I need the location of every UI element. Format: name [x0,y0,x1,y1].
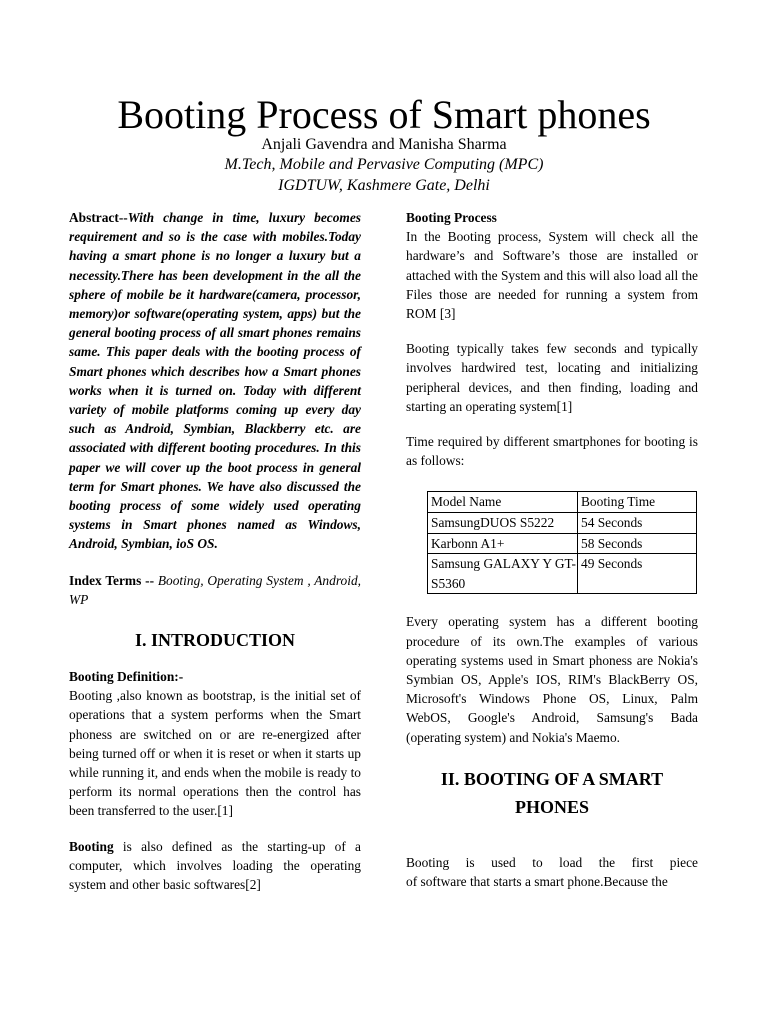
table-header-model: Model Name [428,492,578,513]
table-cell-time: 54 Seconds [578,513,697,534]
abstract-lead: Abstract-- [69,210,128,225]
table-cell-time: 58 Seconds [578,533,697,554]
table-row [428,513,697,534]
booting-time-intro: Time required by different smartphones for booting is as follows: [406,434,698,469]
section-heading-line-2: PHONES [514,796,589,817]
table-cell-model: SamsungDUOS S5222 [428,513,578,534]
booting-time-table [427,491,697,594]
booting-process-paragraph-1: In the Booting process, System will check all the hardware’s and Software’s those are installed or attached with the System and this will also load all the Files those are needed for running a system from ROM [3] [406,229,698,322]
table-header-time: Booting Time [578,492,697,513]
paper-affiliation-location: IGDTUW, Kashmere Gate, Delhi [278,177,490,194]
table-row [428,554,697,594]
booting-section-line-2: of software that starts a smart phone.Because the [406,874,668,890]
booting-process-paragraph-2: Booting typically takes few seconds and typically involves hardwired test, locating and initializing peripheral devices, and then finding, loading and starting an operating system[1] [406,341,698,414]
index-terms-lead: Index Terms -- [69,572,158,588]
booting-section-line-1: Booting is used to load the first piece [406,854,698,870]
section-heading-booting-of-smart-phones [406,765,698,821]
index-terms-text: Booting, Operating System , Android, WP [69,572,361,607]
booting-process-heading: Booting Process [406,210,497,225]
operating-systems-paragraph: Every operating system has a different booting procedure of its own.The examples of various operating systems used in Smart phoness are Nokia's Symbian OS, Apple's IOS, RIM's BlackBerry OS, Microsoft's Windows Phone OS, Linux, Palm WebOS, Google's Android, Samsung's Bada (operating system) and Nokia's Maemo. [406,614,698,745]
paper-affiliation: M.Tech, Mobile and Pervasive Computing (MPC) [224,156,544,173]
index-terms [69,571,361,609]
table-row [428,533,697,554]
section-heading-introduction: I. INTRODUCTION [134,630,296,651]
booting-startup-text: is also defined as the starting-up of a computer, which involves loading the operating system and other basic softwares[2] [69,838,361,893]
table-cell-time: 49 Seconds [578,554,697,594]
left-column [69,208,361,894]
table-cell-model: Karbonn A1+ [428,533,578,554]
table-cell-model: Samsung GALAXY Y GT-S5360 [428,554,578,594]
booting-startup-paragraph [69,837,361,895]
booting-definition-heading: Booting Definition:- [69,669,184,685]
table-header-row [428,492,697,513]
right-column [406,208,698,891]
booting-keyword: Booting [69,838,114,854]
section-heading-line-1: II. BOOTING OF A SMART [440,768,664,789]
paper-title: Booting Process of Smart phones [117,92,651,137]
booting-definition-paragraph: Booting ,also known as bootstrap, is the initial set of operations that a system performs when the Smart phoness are switched on or are re-energized after being turned off or when it is reset or when it starts up while running it, and ends when the mobile is ready to perform its normal operations then the control has been transferred to the user.[1] [69,688,361,819]
abstract-text: With change in time, luxury becomes requirement and so is the case with mobiles.Today having a smart phone is no longer a luxury but a necessity.There has been development in the all the sphere of mobile be it hardware(camera, processor, memory)or software(operating system, apps) but the general booting process of all smart phones remains same. This paper deals with the booting process of Smart phones which describes how a Smart phones works when it is turned on. Today with different variety of mobile platforms coming up every day such as Android, Symbian, Blackberry etc. are associated with different booting procedures. In this paper we will cover up the boot process in general term for Smart phones. We have also discussed the booting process of some widely used operating systems in Smart phones named as Windows, Android, Symbian, ioS OS. [69,210,361,552]
abstract [69,208,361,554]
paper-authors: Anjali Gavendra and Manisha Sharma [261,136,507,153]
